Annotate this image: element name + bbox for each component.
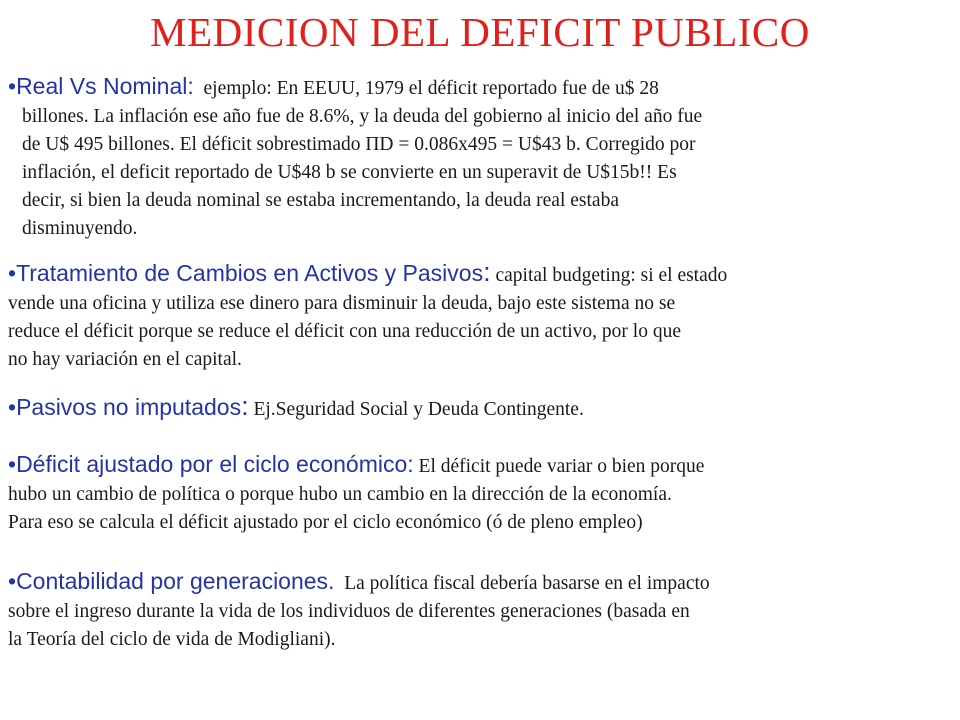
section-line: no hay variación en el capital. [8, 349, 242, 370]
section-line: hubo un cambio de política o porque hubo un cambio en la dirección de la economía. [8, 484, 672, 505]
section-line: sobre el ingreso durante la vida de los individuos de diferentes generaciones (basada en [8, 601, 690, 622]
section-lead: Ej.Seguridad Social y Deuda Contingente. [253, 399, 584, 420]
section-line: Para eso se calcula el déficit ajustado por el ciclo económico (ó de pleno empleo) [8, 512, 643, 533]
section-heading: Déficit ajustado por el ciclo económico: [16, 451, 414, 477]
section-lead: ejemplo: En EEUU, 1979 el déficit reportado fue de u$ 28 [203, 78, 659, 99]
bullet-icon: • [8, 73, 17, 99]
bullet-icon: • [8, 260, 17, 286]
section-heading: Tratamiento de Cambios en Activos y Pasivos [16, 260, 484, 286]
heading-colon: : [241, 391, 249, 421]
section-pasivos-no-imputados [8, 392, 584, 424]
section-line: la Teoría del ciclo de vida de Modigliani). [8, 629, 336, 650]
section-line: reduce el déficit porque se reduce el déficit con una reducción de un activo, por lo que [8, 321, 681, 342]
section-line: inflación, el deficit reportado de U$48 b se convierte en un superavit de U$15b!! Es [22, 162, 677, 183]
bullet-icon: • [8, 451, 17, 477]
section-lead: capital budgeting: si el estado [495, 265, 728, 286]
section-heading: Pasivos no imputados [16, 394, 242, 420]
section-lead: El déficit puede variar o bien porque [418, 456, 705, 477]
section-deficit-ajustado [8, 450, 704, 537]
heading-colon: : [483, 257, 491, 287]
section-activos-pasivos [8, 258, 727, 374]
section-line: billones. La inflación ese año fue de 8.6%, y la deuda del gobierno al inicio del año fue [22, 106, 703, 127]
section-contabilidad-generaciones [8, 567, 710, 654]
section-heading: Real Vs Nominal: [16, 73, 194, 99]
section-heading: Contabilidad por generaciones. [16, 568, 335, 594]
section-line: vende una oficina y utiliza ese dinero para disminuir la deuda, bajo este sistema no se [8, 293, 676, 314]
bullet-icon: • [8, 568, 17, 594]
section-real-vs-nominal [8, 72, 702, 243]
slide-title: MEDICION DEL DEFICIT PUBLICO [150, 9, 810, 55]
section-line: decir, si bien la deuda nominal se estaba incrementando, la deuda real estaba [22, 190, 619, 211]
bullet-icon: • [8, 394, 17, 420]
section-lead: La política fiscal debería basarse en el impacto [344, 573, 710, 594]
section-line: de U$ 495 billones. El déficit sobrestimado ΠD = 0.086x495 = U$43 b. Corregido por [22, 134, 696, 155]
section-line: disminuyendo. [22, 218, 138, 239]
